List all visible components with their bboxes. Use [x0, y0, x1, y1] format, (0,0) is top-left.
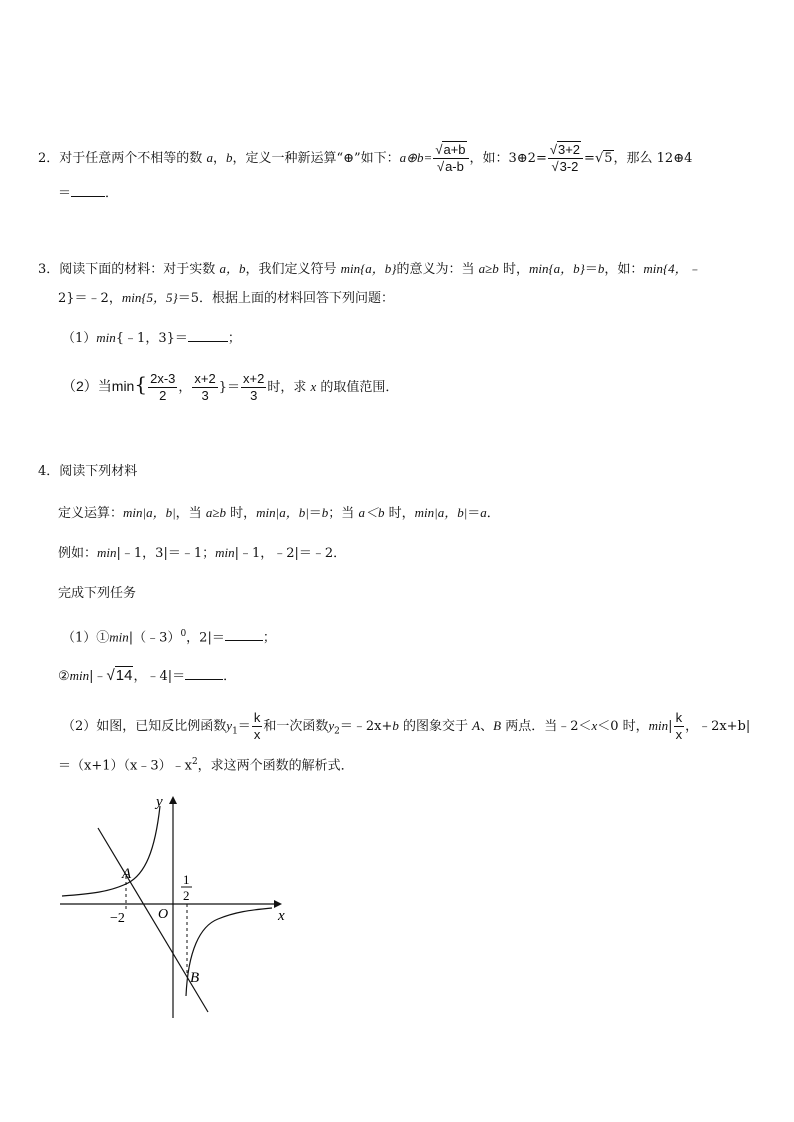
q2-ex-num-rad: 3+2	[557, 142, 581, 157]
q2-expr: a⊕b=	[399, 150, 433, 165]
q4-def5: ；当	[328, 506, 355, 521]
q4-t3-y2: y	[328, 718, 335, 733]
q2-answer-blank[interactable]	[71, 184, 105, 197]
q4-def-c1: a≥b	[205, 505, 226, 520]
q3-line2	[58, 288, 394, 309]
q3-p2-tail1: 时，求	[267, 380, 307, 395]
q2-text2: ，定义一种新运算“⊕”如下：	[232, 151, 400, 166]
q4-def7: ＝	[467, 506, 481, 521]
q2-example-fraction	[548, 142, 583, 175]
q4-t1-min: min	[109, 629, 129, 645]
q4-def4: ＝	[308, 506, 322, 521]
q4-task	[58, 584, 136, 604]
q4-def-min3: min|a，b|	[414, 505, 468, 520]
q4-t4-tail: ，求这两个函数的解析式．	[197, 758, 354, 774]
q3-line2b: min{5，5}	[121, 290, 178, 305]
q2-number: 2．	[38, 151, 60, 166]
q3-text2: ，我们定义符号	[245, 262, 337, 277]
y-axis-label: y	[156, 794, 163, 810]
q4-t3-frac2-num: k	[675, 710, 683, 725]
x-axis-arrow	[274, 900, 282, 908]
q3-p2-comma: ，	[178, 380, 192, 395]
q3-p1-end: ；	[227, 331, 241, 346]
q3-p2-brace: {	[134, 372, 148, 396]
q4-t3-tail: ，﹣2x+b|	[685, 719, 751, 734]
q3-text9: min{4，﹣	[643, 261, 701, 276]
q3-p2-frac2	[192, 371, 217, 404]
q4-t3-sub2: 2	[334, 726, 340, 737]
q4-t3-mid4: ＜0 时，	[597, 719, 649, 734]
q2-ex-num: √3+2	[548, 142, 583, 159]
q3-p1-rest: {﹣1，3}＝	[115, 331, 188, 346]
q3-text8: ，如：	[604, 262, 644, 277]
q4-title-line	[38, 462, 137, 482]
q4-def2: ，当	[175, 506, 202, 521]
q3-p2-tail2: 的取值范围．	[320, 380, 399, 395]
q4-ex-min2: min	[215, 545, 235, 560]
q4-t1	[62, 624, 276, 648]
q2-line2-eq: ＝	[58, 186, 72, 201]
q2-text3: ，如：3⊕2=	[469, 151, 547, 166]
q4-t3-b: b	[392, 718, 399, 733]
q3-p2-x: x	[310, 379, 317, 394]
q4-t3-frac-den: x	[253, 727, 261, 742]
q4-ex3: |﹣1，﹣2|＝﹣2．	[234, 546, 347, 561]
q4-number: 4．	[38, 464, 60, 479]
q4-t2-label: ②	[58, 669, 70, 684]
q4-t3-mid2: 的图象交于	[402, 719, 468, 734]
q3-min: min{a，b}	[340, 261, 397, 276]
q4-t1-sup: 0	[180, 629, 187, 639]
q2-frac-den: √a-b	[436, 159, 464, 174]
q4-t3-frac-num: k	[253, 710, 261, 725]
q3-part1	[62, 328, 241, 349]
q4-t2-rest2: ，﹣4|＝	[133, 669, 186, 684]
q4-t3-B: B	[493, 718, 502, 733]
q3-p2-frac3-num: x+2	[243, 371, 265, 386]
q3-p1-blank[interactable]	[188, 329, 228, 342]
q3-p2-frac1-den: 2	[159, 388, 167, 403]
x-axis-label: x	[278, 908, 285, 924]
q3-p2-frac3	[241, 371, 266, 404]
y-axis-arrow	[169, 796, 177, 804]
q4-t3-frac2-den: x	[675, 727, 683, 742]
q4-t1-blank[interactable]	[225, 628, 263, 641]
q4-ex-min1: min	[97, 545, 117, 560]
q4-t3-y1: y	[226, 718, 233, 733]
q3-p1-min: min	[96, 330, 116, 345]
q2-text5: ，那么 12⊕4	[613, 151, 693, 166]
origin-label: O	[158, 907, 169, 922]
q3-p2-frac2-num: x+2	[194, 371, 216, 386]
q2-comma: ，	[212, 151, 226, 166]
q3-p1-label: （1）	[62, 331, 97, 346]
q4-def3: 时，	[230, 506, 257, 521]
q3-line2c: ＝5．根据上面的材料回答下列问题：	[177, 291, 395, 306]
q3-cond: a≥b	[478, 261, 499, 276]
q2-frac-num: √a+b	[433, 142, 468, 159]
q4-t2-blank[interactable]	[185, 667, 223, 680]
q4-def8: ．	[486, 506, 500, 521]
q4-t1-end: ；	[262, 630, 276, 646]
q3-number: 3．	[38, 262, 60, 277]
q4-t3-eq: ＝	[237, 719, 251, 734]
q4-t3-frac2	[674, 710, 685, 743]
q4-def-min1: min|a，b|	[123, 505, 176, 520]
q4-t3-min: min	[648, 718, 669, 733]
q4-def-c2: a＜b	[358, 505, 385, 520]
point-A-label: A	[122, 866, 132, 882]
hyperbola-left-branch	[62, 806, 160, 896]
q3-p2-label: （2）当min	[62, 378, 135, 394]
q2-line2	[58, 184, 118, 204]
q4-def-a: a	[480, 505, 487, 520]
q2-line1: 2．对于任意两个不相等的数 a，b，定义一种新运算“⊕”如下：a⊕b= $\frac{√a+b}{√a-b}$ ，如：3⊕2= $\frac{√3+2}{√3-2}$ =√5，那么 12⊕4	[38, 142, 693, 174]
q4-t2-rest: |﹣	[89, 669, 107, 684]
q3-line1	[38, 259, 701, 280]
q4-task-text: 完成下列任务	[58, 586, 137, 601]
q2-ex-result: 5	[604, 151, 613, 166]
q3-p2-frac3-den: 3	[250, 388, 258, 403]
q4-t3-bar: |	[668, 719, 673, 734]
q4-def6: 时，	[388, 506, 415, 521]
q4-t2-min: min	[69, 668, 90, 683]
q4-def1: 定义运算：	[58, 506, 124, 521]
q4-t1-rest2: ，2|＝	[186, 630, 225, 646]
q4-ex1: 例如：	[58, 546, 98, 561]
q4-definition	[58, 503, 500, 524]
neg-two-label: −2	[110, 911, 125, 926]
q2-text4: =	[584, 151, 595, 166]
q3-p2-frac2-den: 3	[201, 388, 209, 403]
q2-frac-den-rad: a-b	[445, 159, 464, 174]
q3-text5: min{a，b}	[528, 261, 585, 276]
q4-t4-sup: 2	[191, 757, 198, 767]
q2-ex-den-rad: 3-2	[559, 159, 579, 174]
q3-text4: 时，	[502, 262, 529, 277]
q4-t1-rest: |（﹣3）	[128, 630, 181, 646]
q4-example	[58, 543, 346, 564]
q4-t2: ②min|﹣√14，﹣4|＝ ．	[58, 667, 237, 684]
q4-def-b: b	[321, 505, 329, 520]
q4-t3-mid3: 两点．当﹣2＜	[505, 719, 592, 734]
q4-t4-line: ＝（x+1）（x﹣3）﹣x	[58, 758, 192, 774]
q3-p2-frac1-num: 2x-3	[150, 371, 176, 386]
q2-frac-num-rad: a+b	[443, 142, 466, 157]
q2-var-a: a	[206, 150, 213, 165]
q3-text1: 阅读下面的材料：对于实数	[59, 262, 216, 277]
q4-t3-frac	[252, 710, 263, 743]
point-B-label: B	[190, 970, 200, 986]
q3-p2-frac1	[148, 371, 177, 404]
q4-t3-sep: 、	[480, 719, 494, 734]
q4-t3-mid: 和一次函数	[263, 719, 329, 734]
q3-line2a: 2}＝﹣2，	[58, 291, 122, 306]
q2-ex-den: √3-2	[551, 159, 579, 174]
half-numerator: 1	[183, 872, 190, 887]
q4-title: 阅读下列材料	[59, 464, 138, 479]
q4-t3-eq2: ＝﹣2x+	[339, 719, 393, 734]
q4-t3-A: A	[472, 718, 481, 733]
q4-t2-sqrt: 14	[115, 667, 133, 684]
q2-fraction	[433, 142, 468, 175]
q2-text1: 对于任意两个不相等的数	[59, 151, 203, 166]
q3-part2	[62, 366, 398, 406]
q4-def-min2: min|a，b|	[256, 505, 309, 520]
function-graph-figure	[50, 786, 310, 1026]
q4-t3-xv: x	[591, 718, 598, 733]
q3-text6: ＝	[584, 262, 598, 277]
half-denominator: 2	[183, 888, 190, 903]
q4-ex2: |﹣1，3|＝﹣1；	[116, 546, 216, 561]
q4-t2-end: ．	[223, 669, 237, 684]
q3-p2-eq: }＝	[218, 380, 241, 395]
q4-t4	[58, 752, 354, 776]
q4-t3-label: （2）如图，已知反比例函数	[62, 719, 227, 734]
q3-text7: b	[597, 261, 605, 276]
q4-t3	[62, 708, 750, 750]
q4-t1-label: （1）①	[62, 630, 110, 646]
q2-end: ．	[105, 186, 119, 201]
q2-var-b: b	[225, 150, 233, 165]
q3-text3: 的意义为：当	[396, 262, 475, 277]
q3-ab: a，b	[219, 261, 246, 276]
q4-t3-sub1: 1	[232, 726, 238, 737]
